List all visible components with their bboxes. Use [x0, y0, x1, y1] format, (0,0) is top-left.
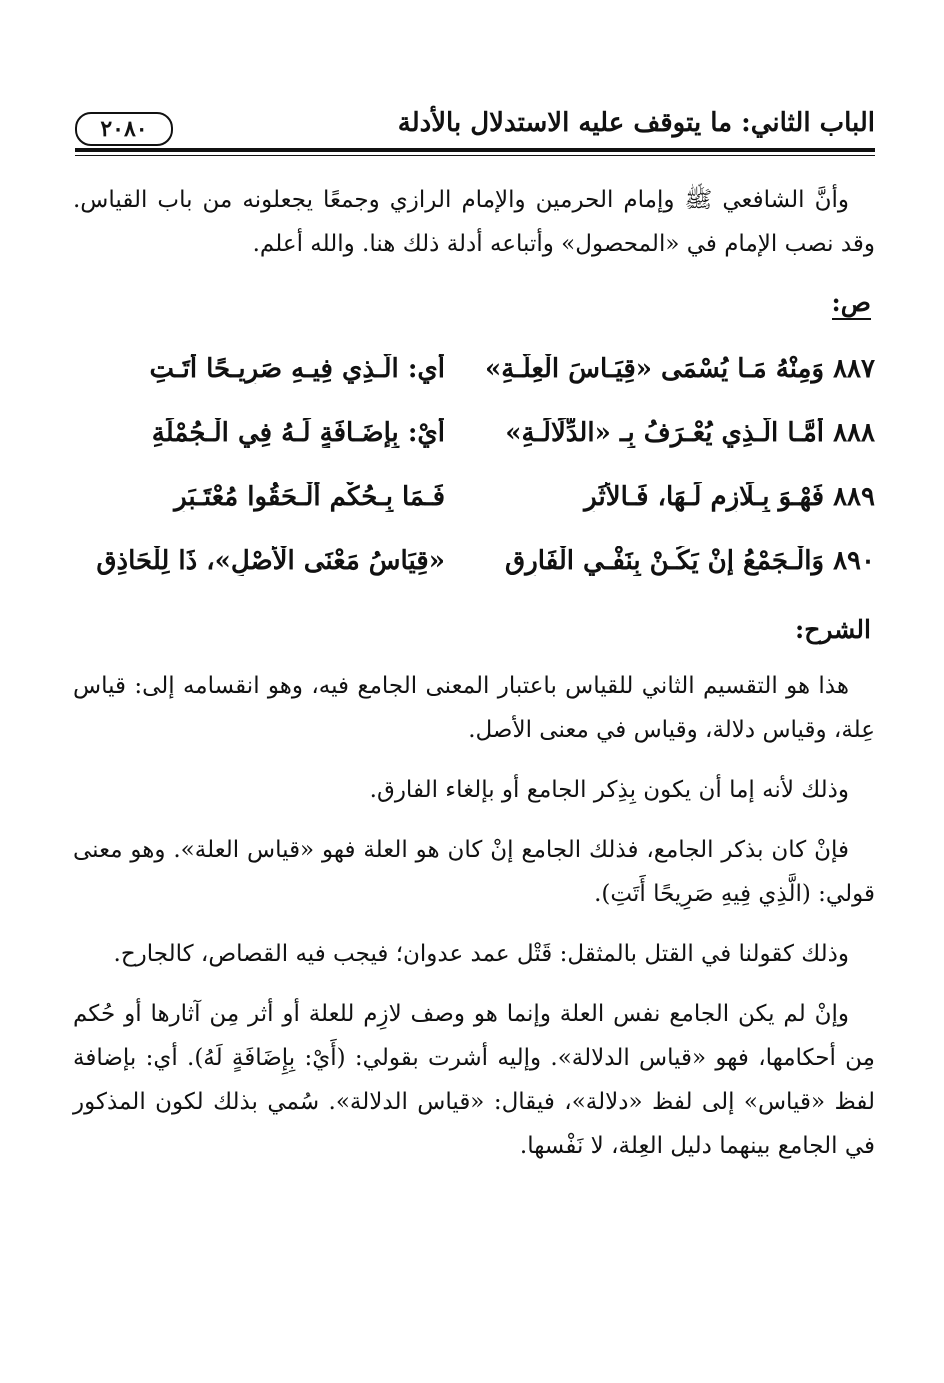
intro-paragraph: وأنَّ الشافعي ﷺ وإمام الحرمين والإمام الرازي وجمعًا يجعلونه من باب القياس. وقد نصب الإمام في «المحصول» وأتباعه أدلة ذلك هنا. والله أعلم.: [73, 187, 875, 257]
verse-first-text: أَمَّـا الَّـذِي يُعْـرَفُ بِـ «الدِّلَالَـةِ»: [505, 418, 825, 448]
verse-line: [73, 401, 875, 465]
verse-number: ٨٨٩: [833, 482, 875, 512]
sharh-paragraph: وذلك لأنه إما أن يكون بِذِكر الجامع أو بإلغاء الفارق.: [369, 777, 849, 803]
page-body: [73, 178, 875, 1184]
verse-second-hemistich: فَـمَا بِـحُكْمٍ أَلْـحَقُوا مُعْتَـبَرِ: [174, 482, 445, 512]
page-number: ٢٠٨٠: [75, 112, 173, 146]
verse-second-hemistich: أَيْ: بِإِضَـافَةٍ لَـهُ فِي الْـجُمْلَةِ: [151, 418, 445, 448]
verse-second-hemistich: «قِيَاسُ مَعْنَى الْأَصْلِ»، ذَا لِلْحَاذِقِ: [96, 546, 445, 576]
verse-number: ٨٨٨: [833, 418, 875, 448]
sharh-paragraph: وإنْ لم يكن الجامع نفس العلة وإنما هو وصف لازِم للعلة أو أثر مِن آثارها أو حُكم مِن أحكامها، فهو «قياس الدلالة». وإليه أشرت بقولي: (أَيْ: بِإِضَافَةٍ لَهُ). أي: بإضافة لفظ «قياس» إلى لفظ «دلالة»، فيقال: «قياس الدلالة». سُمي بذلك لكون المذكور في الجامع بينهما دليل العِلة، لا نَفْسها.: [73, 1001, 875, 1159]
sharh-paragraph: هذا هو التقسيم الثاني للقياس باعتبار المعنى الجامع فيه، وهو انقسامه إلى: قياس عِلة، وقياس دلالة، وقياس في معنى الأصل.: [73, 673, 875, 743]
verse-first-hemistich: [475, 354, 875, 384]
verse-number: ٨٩٠: [833, 546, 875, 576]
header-rule-thin: [75, 155, 875, 156]
verse-first-hemistich: [475, 418, 875, 448]
verse-line: [73, 337, 875, 401]
verse-number: ٨٨٧: [833, 354, 875, 384]
verse-first-text: فَهْـوَ بِـلَازِمٍ لَـهَا، فَـالأَثَرِ: [584, 482, 825, 512]
sharh-paragraph: فإنْ كان بذكر الجامع، فذلك الجامع إنْ كان هو العلة فهو «قياس العلة». وهو معنى قولي: (الَّذِي فِيهِ صَرِيحًا أَتَتِ).: [73, 837, 875, 907]
verse-second-hemistich: أَيِ: الَّـذِي فِيـهِ صَرِيـحًا أَتَـتِ: [149, 354, 445, 384]
page-header: [75, 96, 875, 156]
verse-line: [73, 465, 875, 529]
running-title: الباب الثاني: ما يتوقف عليه الاستدلال بالأدلة: [397, 108, 875, 138]
verse-first-text: وَالْـجَمْعُ إِنْ يَكُـنْ بِنَفْـيِ الْفَارِقِ: [505, 546, 825, 576]
verse-first-hemistich: [475, 482, 875, 512]
verse-line: [73, 529, 875, 593]
sharh-label: [73, 615, 875, 644]
sharh-label-text: الشرح:: [794, 615, 871, 644]
verse-block: [73, 337, 875, 593]
header-rule-thick: [75, 148, 875, 152]
matn-label-text: ص:: [832, 288, 871, 320]
sharh-paragraph: وذلك كقولنا في القتل بالمثقل: قَتْل عمد عدوان؛ فيجب فيه القصاص، كالجارح.: [113, 941, 849, 967]
matn-label: [73, 288, 875, 317]
verse-first-text: وَمِنْهُ مَـا يُسْمَى «قِيَـاسَ الْعِلَّـةِ»: [485, 354, 825, 384]
verse-first-hemistich: [475, 546, 875, 576]
